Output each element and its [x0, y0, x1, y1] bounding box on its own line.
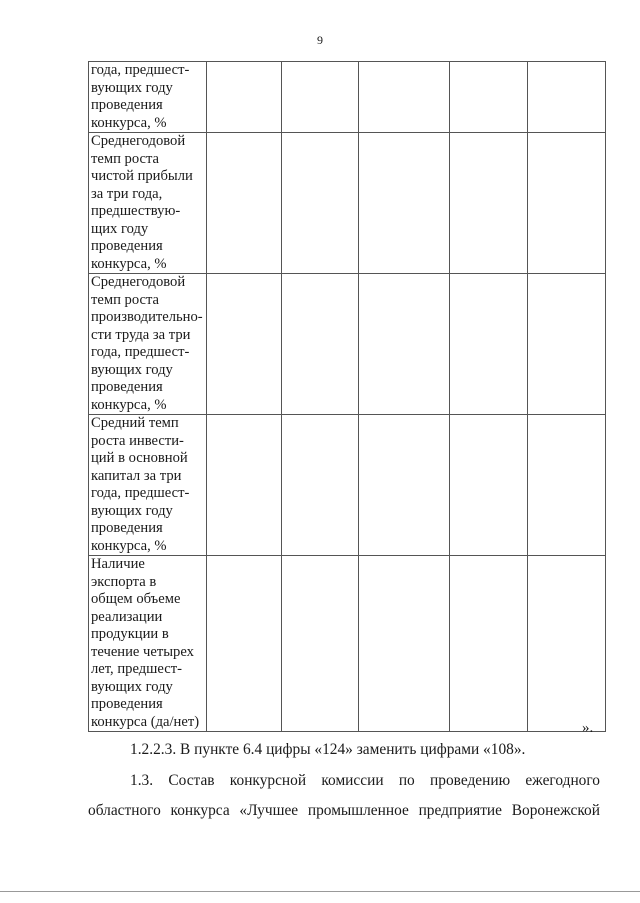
- value-cell: [207, 415, 282, 556]
- bottom-rule: [0, 891, 640, 892]
- value-cell: [282, 556, 359, 732]
- criterion-line: года, предшест-: [91, 344, 190, 360]
- value-cell: [207, 556, 282, 732]
- criterion-line: конкурса, %: [91, 396, 167, 413]
- criterion-line: Среднегодовой: [91, 133, 186, 149]
- criterion-line: капитал за три: [91, 467, 182, 484]
- value-cell: [207, 133, 282, 274]
- criterion-line: конкурса (да/нет): [91, 713, 200, 730]
- criterion-line: щих году: [91, 220, 149, 237]
- criterion-line: продукции в: [91, 626, 169, 642]
- criterion-line: вующих году: [91, 361, 173, 378]
- paragraph-1-3-line-2: областного конкурса «Лучшее промышленное предприятие Воронежской: [88, 802, 600, 819]
- value-cell: [450, 415, 528, 556]
- value-cell: [450, 556, 528, 732]
- criterion-line: течение четырех: [91, 643, 194, 660]
- table-row: [89, 415, 606, 556]
- value-cell: [450, 274, 528, 415]
- closing-quote-mark: ».: [582, 720, 594, 736]
- criterion-line: Среднегодовой: [91, 274, 186, 290]
- criterion-line: лет, предшест-: [91, 661, 182, 677]
- criterion-line: проведения: [91, 696, 163, 712]
- criterion-line: вующих году: [91, 502, 173, 519]
- value-cell: [359, 274, 450, 415]
- value-cell: [528, 556, 606, 732]
- paragraph-1-2-2-3: 1.2.2.3. В пункте 6.4 цифры «124» заменить цифрами «108».: [130, 741, 526, 758]
- paragraph-1-3-line-1: 1.3. Состав конкурсной комиссии по проведению ежегодного: [130, 772, 600, 789]
- criterion-line: темп роста: [91, 150, 160, 167]
- criterion-line: года, предшест-: [91, 62, 190, 78]
- criterion-line: проведения: [91, 97, 163, 113]
- criterion-line: Наличие: [91, 556, 145, 572]
- value-cell: [282, 274, 359, 415]
- value-cell: [359, 133, 450, 274]
- criterion-line: темп роста: [91, 291, 160, 308]
- value-cell: [282, 62, 359, 133]
- criterion-cell: [89, 415, 207, 556]
- criterion-line: вующих году: [91, 79, 173, 96]
- criterion-line: общем объеме: [91, 591, 181, 607]
- criterion-line: конкурса, %: [91, 537, 167, 554]
- criterion-line: чистой прибыли: [91, 168, 193, 184]
- value-cell: [528, 133, 606, 274]
- value-cell: [359, 415, 450, 556]
- table-row: [89, 133, 606, 274]
- criterion-line: реализации: [91, 608, 163, 625]
- value-cell: [450, 133, 528, 274]
- table-row: [89, 556, 606, 732]
- criterion-line: ций в основной: [91, 450, 188, 466]
- table-row: [89, 274, 606, 415]
- criterion-line: за три года,: [91, 185, 163, 202]
- value-cell: [207, 62, 282, 133]
- criterion-cell: [89, 133, 207, 274]
- value-cell: [359, 556, 450, 732]
- criterion-line: конкурса, %: [91, 255, 167, 272]
- page-number: 9: [317, 33, 323, 47]
- value-cell: [450, 62, 528, 133]
- value-cell: [528, 415, 606, 556]
- criterion-line: года, предшест-: [91, 485, 190, 501]
- criterion-line: вующих году: [91, 678, 173, 695]
- criterion-cell: [89, 274, 207, 415]
- criterion-line: проведения: [91, 238, 163, 254]
- value-cell: [359, 62, 450, 133]
- criterion-line: Средний темп: [91, 415, 179, 431]
- criterion-line: экспорта в: [91, 573, 157, 590]
- value-cell: [528, 274, 606, 415]
- table-row: [89, 62, 606, 133]
- criterion-cell: [89, 62, 207, 133]
- criterion-line: сти труда за три: [91, 326, 191, 343]
- criterion-line: проведения: [91, 520, 163, 536]
- value-cell: [282, 415, 359, 556]
- value-cell: [282, 133, 359, 274]
- value-cell: [207, 274, 282, 415]
- criteria-table: [88, 61, 606, 732]
- criterion-cell: [89, 556, 207, 732]
- criterion-line: предшествую-: [91, 203, 181, 219]
- value-cell: [528, 62, 606, 133]
- criterion-line: роста инвести-: [91, 432, 184, 449]
- criterion-line: конкурса, %: [91, 114, 167, 131]
- criterion-line: проведения: [91, 379, 163, 395]
- criterion-line: производительно-: [91, 309, 203, 325]
